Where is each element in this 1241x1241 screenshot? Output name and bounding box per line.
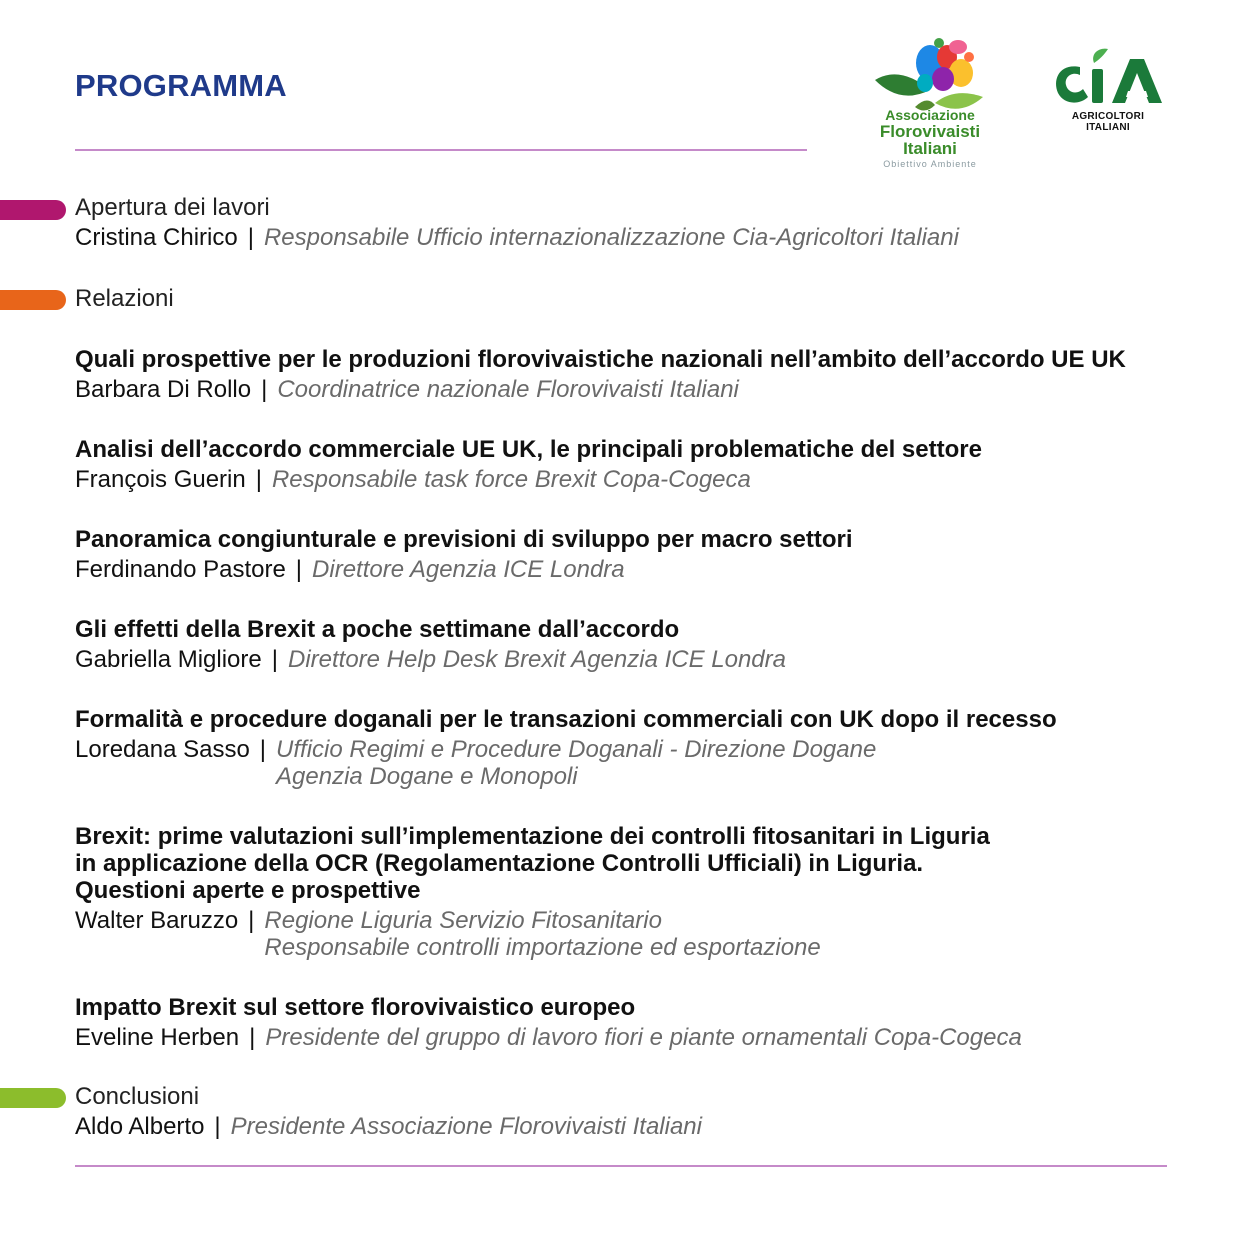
talk-title: Formalità e procedure doganali per le transazioni commerciali con UK dopo il recesso — [75, 706, 1057, 733]
header-divider — [75, 149, 807, 151]
speaker-name: Ferdinando Pastore — [75, 556, 286, 583]
speaker-name: Loredana Sasso — [75, 736, 250, 763]
cia-logo-icon — [1050, 45, 1166, 109]
speaker-role: Regione Liguria Servizio Fitosanitario — [264, 907, 662, 934]
speaker-role-line2: Responsabile controlli importazione ed esportazione — [264, 934, 821, 961]
separator: | — [247, 224, 254, 251]
separator: | — [261, 376, 268, 403]
speaker-role-line2: Agenzia Dogane e Monopoli — [276, 763, 578, 790]
speaker-role: Coordinatrice nazionale Florovivaisti Italiani — [277, 376, 739, 403]
speaker-name: Cristina Chirico — [75, 224, 238, 251]
talk-title: Gli effetti della Brexit a poche settimane dall’accordo — [75, 616, 680, 643]
speaker-name: Eveline Herben — [75, 1024, 240, 1051]
speaker-role: Direttore Help Desk Brexit Agenzia ICE Londra — [287, 646, 786, 673]
separator: | — [248, 907, 255, 934]
talk-item — [75, 706, 1201, 790]
section-apertura: Apertura dei lavori — [75, 194, 270, 221]
section-marker-relazioni — [0, 290, 66, 310]
talk-title: Impatto Brexit sul settore florovivaistico europeo — [75, 994, 636, 1021]
separator: | — [255, 466, 262, 493]
separator: | — [259, 736, 267, 763]
conclusioni-speaker — [75, 1113, 1201, 1140]
cia-logo-subtitle: AGRICOLTORI ITALIANI — [1071, 111, 1145, 133]
talk-title: Brexit: prime valutazioni sull’implementazione dei controlli fitosanitari in Liguria — [75, 823, 990, 850]
talk-title-line2: in applicazione della OCR (Regolamentazione Controlli Ufficiali) in Liguria. — [75, 850, 924, 877]
talk-item — [75, 346, 1201, 403]
footer-divider — [75, 1165, 1167, 1167]
speaker-role: Responsabile Ufficio internazionalizzazione Cia-Agricoltori Italiani — [263, 224, 959, 251]
speaker-role: Ufficio Regimi e Procedure Doganali - Direzione Dogane — [276, 736, 877, 763]
section-marker-conclusioni — [0, 1088, 66, 1108]
speaker-role: Direttore Agenzia ICE Londra — [312, 556, 625, 583]
talk-title: Analisi dell’accordo commerciale UE UK, le principali problematiche del settore — [75, 436, 982, 463]
talk-item — [75, 823, 1201, 961]
talk-title: Panoramica congiunturale e previsioni di sviluppo per macro settori — [75, 526, 853, 553]
separator: | — [295, 556, 303, 583]
afi-logo-text: Associazione Florovivaisti Italiani Obiettivo Ambiente — [879, 107, 981, 169]
section-conclusioni: Conclusioni — [75, 1083, 200, 1110]
speaker-name: Walter Baruzzo — [75, 907, 239, 934]
talk-title-line3: Questioni aperte e prospettive — [75, 877, 421, 904]
apertura-speaker — [75, 224, 1201, 251]
talk-item — [75, 436, 1201, 493]
separator: | — [214, 1113, 221, 1140]
speaker-name: Gabriella Migliore — [75, 646, 262, 673]
speaker-role: Responsabile task force Brexit Copa-Cogeca — [271, 466, 751, 493]
speaker-name: Aldo Alberto — [75, 1113, 205, 1140]
speaker-role: Presidente del gruppo di lavoro fiori e piante ornamentali Copa-Cogeca — [265, 1024, 1022, 1051]
talk-item — [75, 526, 1201, 583]
talk-item — [75, 616, 1201, 673]
talk-item — [75, 994, 1201, 1051]
separator: | — [249, 1024, 256, 1051]
talk-title: Quali prospettive per le produzioni florovivaistiche nazionali nell’ambito dell’accordo UE UK — [75, 346, 1126, 373]
separator: | — [271, 646, 278, 673]
page-title: PROGRAMMA — [75, 68, 287, 103]
speaker-name: François Guerin — [75, 466, 246, 493]
speaker-role: Presidente Associazione Florovivaisti Italiani — [230, 1113, 702, 1140]
speaker-name: Barbara Di Rollo — [75, 376, 252, 403]
section-relazioni: Relazioni — [75, 285, 174, 312]
section-marker-apertura — [0, 200, 66, 220]
